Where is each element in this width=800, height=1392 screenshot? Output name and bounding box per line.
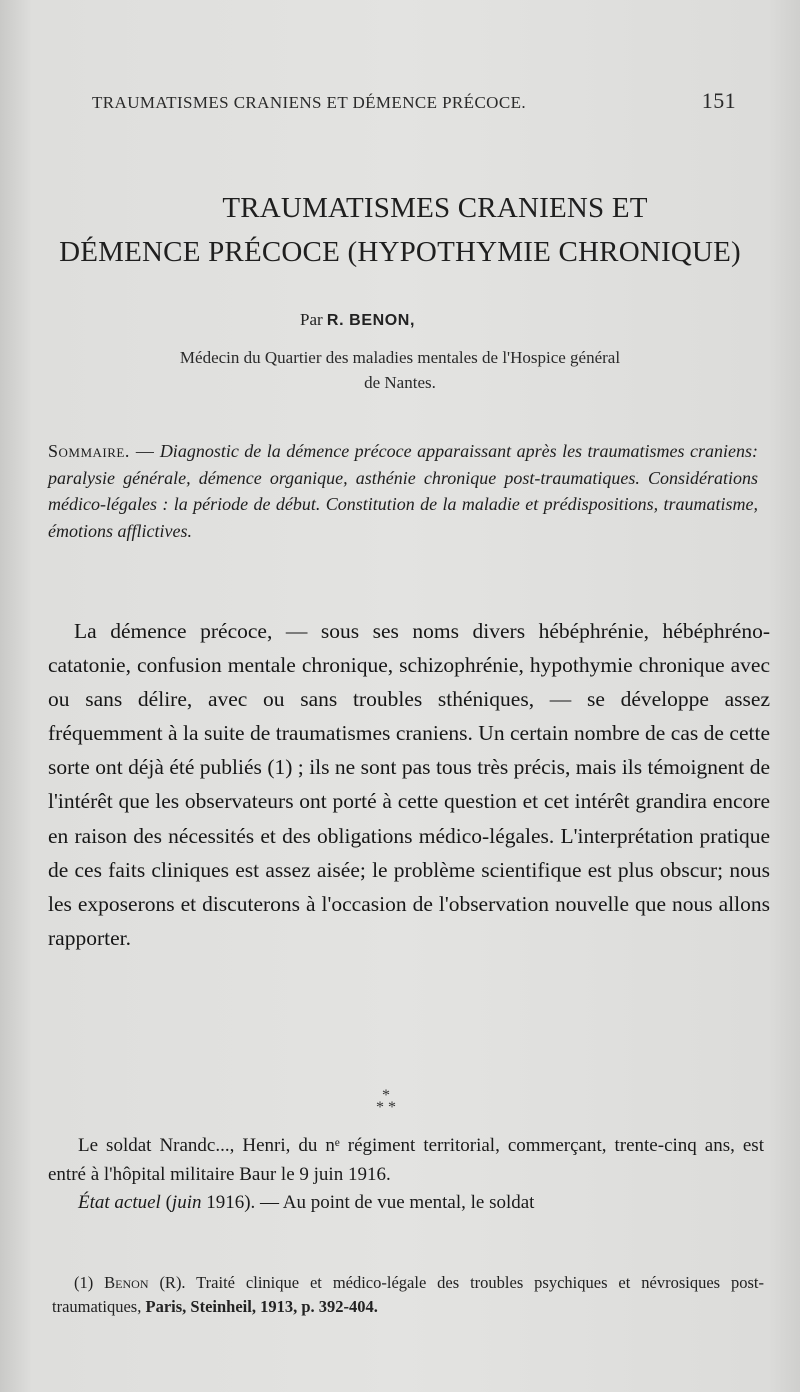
page-number: 151 (701, 88, 736, 113)
affiliation-line-2: de Nantes. (364, 373, 436, 392)
observation-text (48, 1132, 764, 1218)
author-affiliation (60, 345, 740, 395)
footnote-marker: (1) (74, 1273, 94, 1292)
summary-text: Diagnostic de la démence précoce apparaissant après les traumatismes craniens: paralysie générale, démence organique, asthénie chronique post-traumatiques. Considérations médico-légales : la période de début. Constitution de la maladie et prédispositions, traumatisme, émotions afflictives. (48, 441, 758, 541)
summary-block (48, 438, 758, 544)
article-title-line-2: DÉMENCE PRÉCOCE (HYPOTHYMIE CHRONIQUE) (59, 236, 741, 268)
article-title (0, 186, 800, 274)
footnote-text: (R). Traité clinique et médico-légale des troubles psychiques et névrosiques post-traumatiques, (52, 1273, 764, 1316)
observation-paragraph-2 (48, 1189, 764, 1218)
running-title: TRAUMATISMES CRANIENS ET DÉMENCE PRÉCOCE. (92, 93, 527, 112)
observation-paragraph-1: Le soldat Nrandc..., Henri, du nᵉ régiment territorial, commerçant, trente-cinq ans, est entré à l'hôpital militaire Baur le 9 juin 1916. (48, 1135, 764, 1185)
article-title-line-1: TRAUMATISMES CRANIENS ET (222, 192, 648, 224)
etat-date-month: juin (171, 1192, 202, 1214)
footnote (52, 1271, 764, 1319)
intro-paragraph: La démence précoce, — sous ses noms divers hébéphrénie, hébéphréno-catatonie, confusion mentale chronique, schizophrénie, hypothymie chronique avec ou sans délire, avec ou sans troubles sthéniques, — se développe assez fréquemment à la suite de traumatismes craniens. Un certain nombre de cas de cette sorte ont déjà été publiés (1) ; ils ne sont pas tous très précis, mais ils témoignent de l'intérêt que les observateurs ont porté à cette question et cet intérêt grandira encore en raison des nécessités et des obligations médico-légales. L'interprétation pratique de ces faits cliniques est assez aisée; le problème scientifique est plus obscur; nous les exposerons et discuterons à l'occasion de l'observation nouvelle que nous allons rapporter. (48, 619, 770, 950)
author-line (300, 310, 415, 330)
footnote-publisher: Paris, Steinheil, 1913, p. 392-404. (141, 1297, 378, 1316)
author-prefix: Par (300, 310, 323, 329)
etat-date-open: ( (160, 1192, 172, 1214)
author-name: R. BENON, (326, 312, 415, 329)
section-separator (366, 1087, 406, 1116)
running-header (92, 88, 736, 114)
observation-continuation: Au point de vue mental, le soldat (279, 1192, 535, 1214)
separator-stars-bottom: * * (376, 1099, 396, 1116)
summary-label: Sommaire. — (48, 441, 155, 461)
affiliation-line-1: Médecin du Quartier des maladies mentales de l'Hospice général (179, 348, 621, 367)
etat-actuel-label: État actuel (78, 1192, 161, 1214)
footnote-author: Benon (104, 1273, 149, 1292)
separator-star-top: * (382, 1087, 390, 1104)
etat-date-rest: 1916). — (201, 1192, 280, 1214)
